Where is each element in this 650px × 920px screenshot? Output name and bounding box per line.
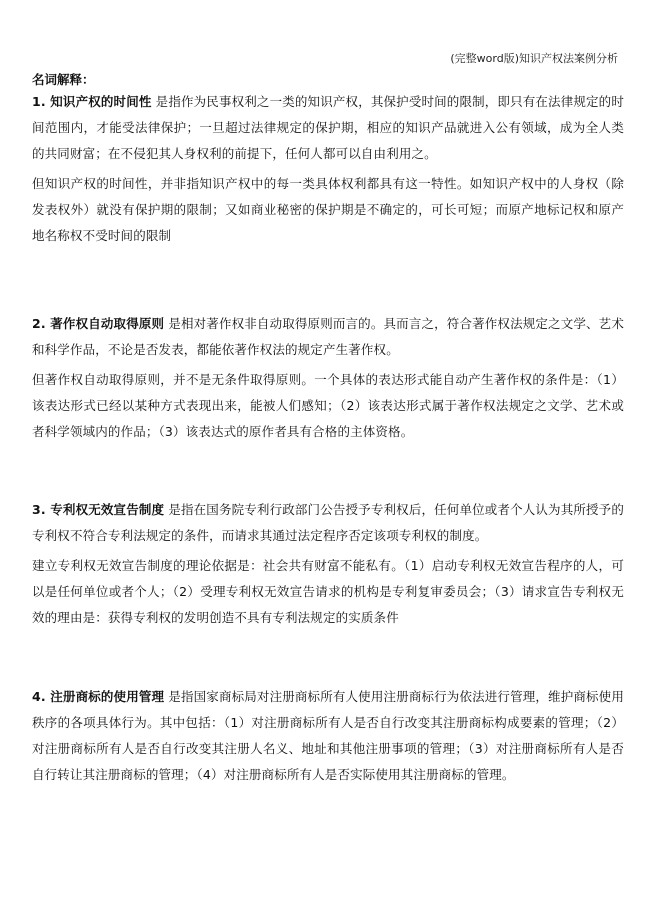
entry-patent-invalidation [32,497,624,631]
entry-definition-text: 是指在国务院专利行政部门公告授予专利权后，任何单位或者个人认为其所授予的专利权不符合专利法规定的条件，而请求其通过法定程序否定该项专利权的制度。 [32,502,624,543]
entry-term: 3. 专利权无效宣告制度 [32,502,165,517]
entry-term: 1. 知识产权的时间性 [32,94,152,109]
entry-definition [32,684,624,788]
entry-term: 4. 注册商标的使用管理 [32,689,165,704]
entry-definition-text: 是指国家商标局对注册商标所有人使用注册商标行为依法进行管理，维护商标使用秩序的各项具体行为。其中包括：（1）对注册商标所有人是否自行改变其注册商标构成要素的管理；（2）对注册商标所有人是否自行改变其注册人名义、地址和其他注册事项的管理；（3）对注册商标所有人是否自行转让其注册商标的管理；（4）对注册商标所有人是否实际使用其注册商标的管理。 [32,689,624,782]
entry-definition-text: 是指作为民事权利之一类的知识产权，其保护受时间的限制，即只有在法律规定的时间范围内，才能受法律保护；一旦超过法律规定的保护期，相应的知识产品就进入公有领域，成为全人类的共同财富；在不侵犯其人身权利的前提下，任何人都可以自由利用之。 [32,94,624,161]
entry-automatic-copyright [32,311,624,445]
section-label: 名词解释： [32,72,95,87]
entry-term: 2. 著作权自动取得原则 [32,316,165,331]
entry-trademark-management [32,684,624,788]
entry-definition [32,89,624,167]
entry-note: 但著作权自动取得原则，并不是无条件取得原则。一个具体的表达形式能自动产生著作权的条件是：（1）该表达形式已经以某种方式表现出来，能被人们感知；（2）该表达形式属于著作权法规定之文学、艺术或者科学领域内的作品；（3）该表达式的原作者具有合格的主体资格。 [32,372,624,439]
entry-time-limit [32,89,624,249]
entry-definition-text: 是相对著作权非自动取得原则而言的。具而言之，符合著作权法规定之文学、艺术和科学作品，不论是否发表，都能依著作权法的规定产生著作权。 [32,316,624,357]
entry-definition [32,311,624,363]
entry-note: 建立专利权无效宣告制度的理论依据是：社会共有财富不能私有。（1）启动专利权无效宣告程序的人，可以是任何单位或者个人；（2）受理专利权无效宣告请求的机构是专利复审委员会；（3）请求宣告专利权无效的理由是：获得专利权的发明创造不具有专利法规定的实质条件 [32,558,624,625]
entry-definition [32,497,624,549]
entry-note: 但知识产权的时间性，并非指知识产权中的每一类具体权利都具有这一特性。如知识产权中的人身权（除发表权外）就没有保护期的限制；又如商业秘密的保护期是不确定的，可长可短；而原产地标记权和原产地名称权不受时间的限制 [32,176,624,243]
document-header-title: (完整word版)知识产权法案例分析 [450,52,618,65]
